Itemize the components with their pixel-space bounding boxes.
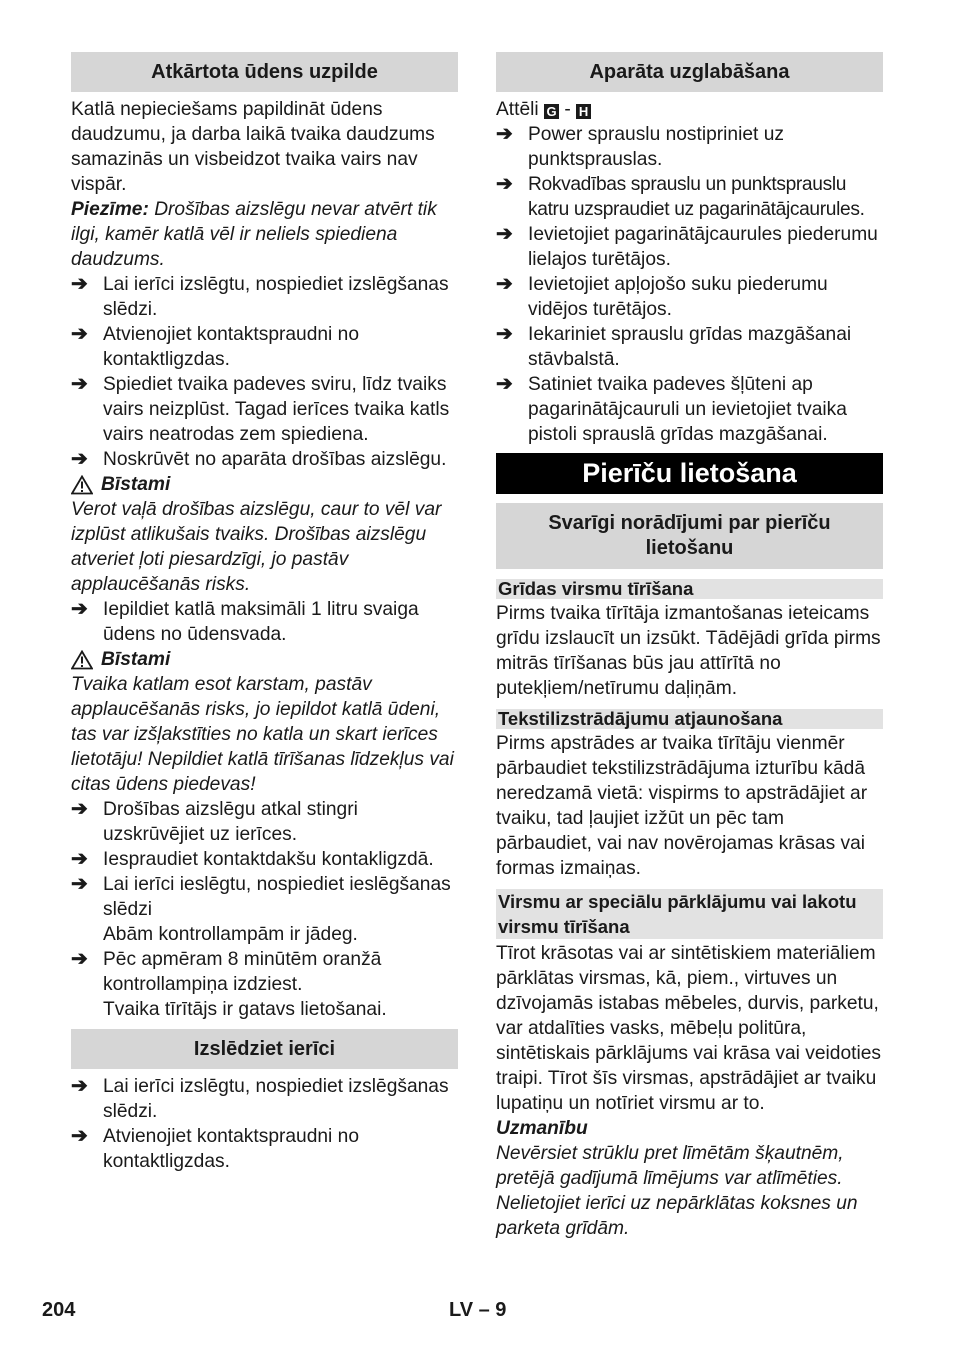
list-item: ➔ Iekariniet sprauslu grīdas mazgāšanai stāvbalstā. — [496, 323, 852, 370]
arrow-right-icon: ➔ — [71, 798, 88, 820]
right-column — [496, 52, 883, 1241]
arrow-right-icon: ➔ — [71, 873, 88, 895]
subsection-title-textiles: Tekstilizstrādājumu atjaunošana — [496, 709, 883, 729]
caution-label: Uzmanību — [496, 1118, 588, 1139]
list-item: ➔ Ievietojiet pagarinātājcaurules piederumu lielajos turētājos. — [496, 223, 878, 270]
arrow-right-icon: ➔ — [71, 323, 88, 345]
danger-heading-2 — [71, 647, 458, 672]
list-item: ➔ Lai ierīci ieslēgtu, nospiediet ieslēgšanas slēdzi — [71, 873, 451, 920]
arrow-right-icon: ➔ — [496, 323, 513, 345]
figure-h-badge: H — [576, 104, 591, 119]
figure-g-badge: G — [544, 104, 559, 119]
caution-text: Nevērsiet strūklu pret līmētām šķautnēm, pretējā gadījumā līmējums var atlīmēties. Nelietojiet ierīci uz nepārklātas koksnes un parketa grīdām. — [496, 1143, 858, 1239]
list-item: ➔ Atvienojiet kontaktspraudni no kontaktligzdas. — [71, 1125, 359, 1172]
list-item: ➔ Rokvadības sprauslu un punktsprauslu katru uzspraudiet uz pagarinātājcaurules. — [496, 173, 865, 220]
list-item: ➔ Pēc apmēram 8 minūtēm oranžā kontrollampiņa izdziest. — [71, 948, 382, 995]
page-label: LV – 9 — [449, 1299, 507, 1321]
subsection-title-floor: Grīdas virsmu tīrīšana — [496, 579, 883, 599]
arrow-right-icon: ➔ — [496, 173, 513, 195]
warning-triangle-icon — [71, 475, 93, 495]
section-title-switch-off: Izslēdziet ierīci — [71, 1029, 458, 1069]
floor-text: Pirms tvaika tīrītāja izmantošanas ieteicams grīdu izslaucīt un izsūkt. Tādējādi grīda pirms mitrās tīrīšanas būs jau attīrītā no putekļiem/netīrumu daļiņām. — [496, 603, 881, 699]
list-item: ➔ Satiniet tvaika padeves šļūteni ap pagarinātājcauruli un ievietojiet tvaika pistoli sprauslā grīdas mazgāšanai. — [496, 373, 847, 445]
arrow-right-icon: ➔ — [71, 373, 88, 395]
arrow-right-icon: ➔ — [496, 223, 513, 245]
list-item: ➔ Iespraudiet kontaktdakšu kontakligzdā. — [71, 848, 434, 870]
arrow-right-icon: ➔ — [496, 123, 513, 145]
list-item: ➔ Atvienojiet kontaktspraudni no kontaktligzdas. — [71, 323, 359, 370]
list-item: ➔ Ievietojiet apļojošo suku piederumu vidējos turētājos. — [496, 273, 828, 320]
page-number: 204 — [42, 1299, 76, 1321]
danger-label: Bīstami — [101, 474, 171, 495]
arrow-right-icon: ➔ — [71, 1075, 88, 1097]
figure-reference: Attēli G - H — [496, 97, 883, 122]
note-label: Piezīme: — [71, 199, 149, 220]
step-followup: Tvaika tīrītājs ir gatavs lietošanai. — [103, 999, 387, 1020]
refill-note — [71, 197, 458, 272]
list-item: ➔ Spiediet tvaika padeves sviru, līdz tvaiks vairs neizplūst. Tagad ierīces tvaika katls vairs neatrodas zem spiediena. — [71, 373, 450, 445]
arrow-right-icon: ➔ — [71, 848, 88, 870]
warning-triangle-icon — [71, 650, 93, 670]
list-item: ➔ Drošības aizslēgu atkal stingri uzskrūvējiet uz ierīces. — [71, 798, 358, 845]
refill-steps-a — [71, 272, 458, 472]
list-item: ➔ Iepildiet katlā maksimāli 1 litru svaiga ūdens no ūdensvada. — [71, 598, 419, 645]
note-text: Drošības aizslēgu nevar atvērt tik ilgi, kamēr katlā vēl ir neliels spiediena daudzums. — [71, 199, 437, 270]
danger-label: Bīstami — [101, 649, 171, 670]
section-title-storage: Aparāta uzglabāšana — [496, 52, 883, 92]
section-title-accessories: Svarīgi norādījumi par pierīču lietošanu — [496, 503, 883, 569]
danger-text-2: Tvaika katlam esot karstam, pastāv applaucēšanās risks, jo iepildot katlā ūdeni, tas var izšļakstīties no katla un skart ierīces lietotāju! Nepildiet katlā tīrīšanas līdzekļus vai citas ūdens piedevas! — [71, 674, 454, 795]
arrow-right-icon: ➔ — [496, 373, 513, 395]
coated-text: Tīrot krāsotas vai ar sintētiskiem materiāliem pārklātas virsmas, kā, piem., virtuves un dzīvojamās istabas mēbeles, durvis, parketu, var atdalīties vasks, mēbeļu politūra, sintētiskais pārklājums vai krāsa vai veidoties traipi. Tīrot šīs virsmas, apstrādājiet ar tvaiku lupatiņu un notīriet virsmu ar to. — [496, 943, 881, 1114]
section-title-refill: Atkārtota ūdens uzpilde — [71, 52, 458, 92]
left-column — [71, 52, 458, 1174]
arrow-right-icon: ➔ — [496, 273, 513, 295]
step-followup: Abām kontrollampām ir jādeg. — [103, 924, 358, 945]
textiles-text: Pirms apstrādes ar tvaika tīrītāju vienmēr pārbaudiet tekstilizstrādājuma izturību kādā neredzamā vietā: vispirms to apstrādājiet ar tvaiku, tad ļaujiet izžūt un pēc tam pārbaudiet, vai nav novērojamas krāsas vai formas izmaiņas. — [496, 733, 868, 879]
refill-intro: Katlā nepieciešams papildināt ūdens daudzumu, ja darba laikā tvaika daudzums samazinās un visbeidzot tvaika vairs nav vispār. — [71, 99, 435, 195]
list-item: ➔ Lai ierīci izslēgtu, nospiediet izslēgšanas slēdzi. — [71, 1075, 449, 1122]
list-item: ➔ Power sprauslu nostipriniet uz punktsprauslas. — [496, 123, 784, 170]
arrow-right-icon: ➔ — [71, 598, 88, 620]
list-item: ➔ Noskrūvēt no aparāta drošības aizslēgu. — [71, 448, 447, 470]
chapter-title: Pierīču lietošana — [496, 453, 883, 494]
danger-text-1: Verot vaļā drošības aizslēgu, caur to vēl var izplūst atlikušais tvaiks. Drošības aizslēgu atveriet ļoti piesardzīgi, jo pastāv applaucēšanās risks. — [71, 499, 442, 595]
list-item: ➔ Lai ierīci izslēgtu, nospiediet izslēgšanas slēdzi. — [71, 273, 449, 320]
subsection-title-coated: Virsmu ar speciālu pārklājumu vai lakotu virsmu tīrīšana — [496, 889, 883, 939]
danger-heading-1 — [71, 472, 458, 497]
arrow-right-icon: ➔ — [71, 273, 88, 295]
arrow-right-icon: ➔ — [71, 448, 88, 470]
arrow-right-icon: ➔ — [71, 948, 88, 970]
arrow-right-icon: ➔ — [71, 1125, 88, 1147]
